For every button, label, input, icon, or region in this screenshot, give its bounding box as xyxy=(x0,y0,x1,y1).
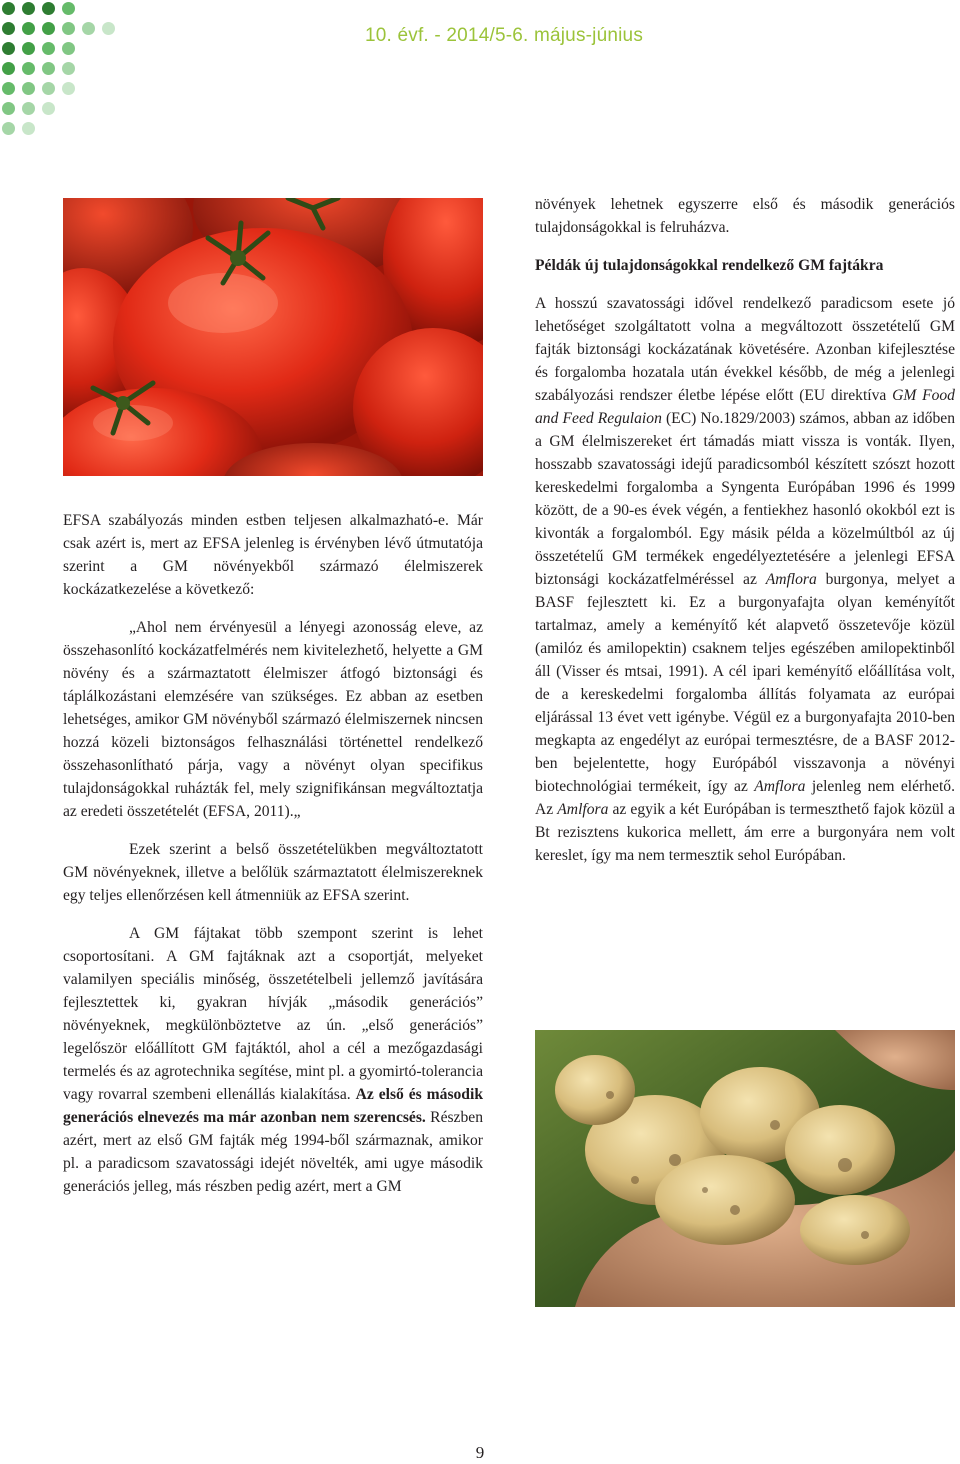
amflora-name-3: Amlfora xyxy=(557,801,609,818)
decorative-dot xyxy=(42,42,55,55)
decorative-dot xyxy=(22,22,35,35)
tomato-illustration xyxy=(63,198,483,476)
decorative-dot xyxy=(2,42,15,55)
decorative-dot xyxy=(2,22,15,35)
left-paragraph-4 xyxy=(63,922,483,1198)
right-paragraph-2-text-c: burgonya, melyet a BASF fejlesztett ki. Ez a burgonyafajta olyan keményítőt tartalmaz, amely a keményítő két alapvető összetevője közül (amilóz és amilopektin) csaknem teljes egészében amilopektinből áll (Visser és mtsai, 1991). A cél ipari keményítő előállítása volt, de a kereskedelmi forgalomba állítás folyamata az európai eljárással 13 évet vett igénybe. Végül ez a burgonyafajta 2010-ben megkapta az engedélyt az európai termesztésre, de a BASF 2012-ben bejelentette, hogy Európából visszavonja a növényi biotechnológiai termékeit, így az xyxy=(535,571,956,795)
decorative-dot xyxy=(42,102,55,115)
decorative-dot xyxy=(42,2,55,15)
right-paragraph-2-text-e: az egyik a két Európában is termeszthető fajok közül a Bt rezisztens kukorica mellett, ám erre a burgonyára nem volt kereslet, így ma nem termesztik sehol Európában. xyxy=(535,801,955,864)
decorative-dot xyxy=(22,102,35,115)
decorative-dot xyxy=(42,22,55,35)
efsa-quote-part-2: Ez abban az esetben lehetséges, amikor GM növényből származó élelmiszernek nincsen hozzá közeli biztonságos felhasználási történettel rendelkező összehasonlítható párja, vagy a növényt olyan specifikus tulajdonságokkal ruházták fel, mely szignifikánsan megváltoztatja az eredeti összetételét (EFSA, 2011).„ xyxy=(63,688,483,820)
decorative-dot xyxy=(102,22,115,35)
left-text-column xyxy=(63,509,483,1198)
potato-photo xyxy=(535,1030,955,1307)
decorative-dot xyxy=(22,62,35,75)
right-paragraph-2 xyxy=(535,292,955,867)
section-heading: Példák új tulajdonságokkal rendelkező GM fajtákra xyxy=(535,257,884,274)
decorative-dot xyxy=(62,42,75,55)
decorative-dot xyxy=(2,122,15,135)
decorative-dot xyxy=(22,42,35,55)
decorative-dot xyxy=(22,122,35,135)
efsa-quote-part-1: „Ahol nem érvényesül a lényegi azonosság eleve, az összehasonlító kockázatfelmérés nem kivitelezhető, helyette a GM növény és a származtatott élelmiszer átfogó biztonsági és táplálkozástani elemzésére van szükséges. xyxy=(63,619,483,705)
decorative-dot xyxy=(2,102,15,115)
left-paragraph-4-bold: Az első és második generációs elnevezés ma már azonban nem szerencsés. xyxy=(63,1086,483,1126)
decorative-dot xyxy=(22,2,35,15)
decorative-dot xyxy=(62,62,75,75)
right-paragraph-2-text-d: jelenleg nem elérhető. Az xyxy=(535,778,955,818)
left-paragraph-3: Ezek szerint a belső összetételükben megváltoztatott GM növényeknek, illetve a belőlük származtatott élelmiszereknek egy teljes ellenőrzésen kell átmenniük az EFSA szerint. xyxy=(63,841,483,904)
decorative-dot xyxy=(2,82,15,95)
right-paragraph-2-text-a: A hosszú szavatossági idővel rendelkező paradicsom esete jó lehetőséget szolgáltatott volna a megváltozott összetételű GM fajták biztonsági kockázatának követésére. Azonban kifejlesztése és forgalomba hozatala után évekkel később, de még a jelenlegi szabályozási rendszer életbe lépése előtt (EU direktíva xyxy=(535,295,955,404)
right-paragraph-1: növények lehetnek egyszerre első és második generációs tulajdonságokkal is felruházva. xyxy=(535,196,955,236)
right-text-column xyxy=(535,193,955,867)
issue-header: 10. évf. - 2014/5-6. május-június xyxy=(365,25,644,46)
decorative-dot xyxy=(82,22,95,35)
decorative-dot xyxy=(42,82,55,95)
decorative-dot xyxy=(62,22,75,35)
left-paragraph-4-text-a: A GM fájtakat több szempont szerint is lehet csoportosítani. A GM fajtáknak azt a csoportját, melyeket valamilyen speciális minőség, összetételbeli jellemző javítására fejlesztettek ki, gyakran hívják „második generációs” növényeknek, megkülönböztetve az ún. „első generációs” legelőször előállított GM fajtáktól, ahol a cél a mezőgazdasági termelés és az agrotechnika segítése, mint pl. a gyomirtó-tolerancia vagy rovarral szembeni ellenállás kialakítása. xyxy=(63,925,484,1103)
tomato-photo xyxy=(63,198,483,476)
regulation-name: GM Food and Feed Regulaion xyxy=(535,387,955,427)
decorative-dot xyxy=(22,82,35,95)
decorative-dot xyxy=(42,62,55,75)
amflora-name-2: Amflora xyxy=(754,778,806,795)
page-number: 9 xyxy=(475,1443,485,1462)
decorative-dot xyxy=(2,62,15,75)
decorative-dot xyxy=(2,2,15,15)
header-dot-pattern xyxy=(0,0,140,160)
left-paragraph-1: EFSA szabályozás minden estben teljesen alkalmazható-e. Már csak azért is, mert az EFSA jelenleg is érvényben lévő útmutatója szerint a GM növényekből származó élelmiszerek kockázatkezelése a következő: xyxy=(63,512,483,598)
left-paragraph-4-text-b: Részben azért, mert az első GM fajták még 1994-ből származnak, amikor pl. a paradicsom szavatossági idejét növelték, ami ugye második generációs jelleg, más részben pedig azért, mert a GM xyxy=(63,1109,483,1195)
amflora-name-1: Amflora xyxy=(765,571,817,588)
decorative-dot xyxy=(62,82,75,95)
efsa-quote xyxy=(63,616,483,823)
decorative-dot xyxy=(62,2,75,15)
right-paragraph-2-text-b: (EC) No.1829/2003) számos, abban az időben a GM élelmiszereket ért támadás miatt vissza is vonták. Ilyen, hosszabb szavatossági idejű paradicsomból készített szószt hozott kereskedelmi forgalomba a Syngenta Európában 1996 és 1999 között, de a 90-es évek végén, a fentiekhez hasonló okokból ezt is kivonták a forgalomból. Egy másik példa a közelmúltból az új összetételű GM termékek engedélyeztetésére a jelenlegi EFSA biztonsági kockázatfelméréssel az xyxy=(535,410,955,588)
potato-illustration xyxy=(535,1030,955,1307)
